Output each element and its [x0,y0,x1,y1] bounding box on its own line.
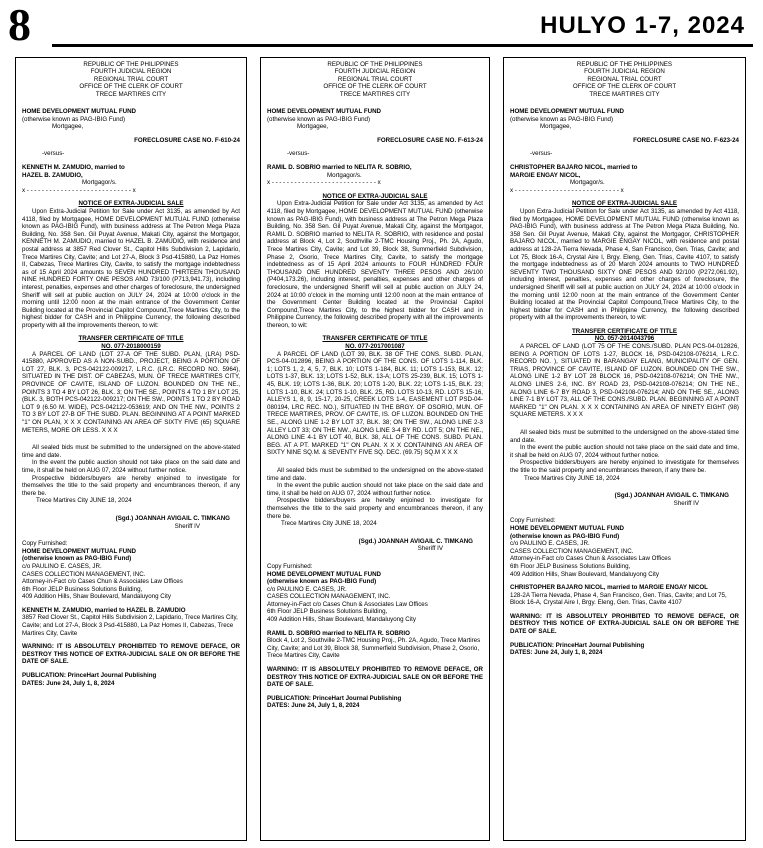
dated-line: Trece Martires City JUNE 18, 2024 [281,520,377,528]
cf-address-line: 6th Floor JELP Business Solutions Building, [510,562,631,570]
sheriff-title: Sheriff IV [417,545,443,553]
plaintiff-aka: (otherwise known as PAG-IBIG Fund) [22,115,126,123]
dated-line: Trece Martires City JUNE 18, 2024 [524,474,620,482]
cf-recipient-name: HOME DEVELOPMENT MUTUAL FUND [22,547,137,555]
cf-address-line: c/o PAULINO E. CASES, JR. [267,585,347,593]
defendant-line-1: KENNETH M. ZAMUDIO, married to [22,164,125,171]
notice-column-2 [260,57,490,841]
versus: -versus- [530,150,553,158]
court-line: FOURTH JUDICIAL REGION [584,68,665,76]
tct-number: NO. 077-2018000159 [101,343,161,351]
court-line: TRECE MARTIRES CITY [339,90,411,98]
cf-recipient-name: HOME DEVELOPMENT MUTUAL FUND [267,570,382,578]
separator-dashes: x - - - - - - - - - - - - - - - - - - - - - - - - - - - - x [267,179,381,187]
cf-mortgagor-address: 128-2A Tierra Nevada, Phase 4, San Francisco, Gen. Trias, Cavite; and Lot 75, Block 16-A, Crystal Aire I, Brgy. Eleng, Gen. Trias, Cavite 4107 [510,591,727,607]
court-header [267,61,483,98]
court-header [510,61,739,98]
plaintiff-role: Mortgagee, [297,123,329,131]
publication-line: PUBLICATION: PrinceHart Journal Publishing [22,672,157,680]
notice-column-1 [15,57,247,841]
prospective-bidders-text: Prospective bidders/buyers are hereby enjoined to investigate for themselves the title to the said property and encumbrances thereon, if any there be. [22,474,240,497]
notice-column-3 [503,57,746,841]
cf-recipient-name: HOME DEVELOPMENT MUTUAL FUND [510,524,625,532]
cf-address-line: c/o PAULINO E. CASES, JR. [22,562,102,570]
court-line: REPUBLIC OF THE PHILIPPINES [83,61,179,68]
court-line: REGIONAL TRIAL COURT [587,75,662,83]
versus: -versus- [287,150,310,158]
cf-recipient-aka: (otherwise known as PAG-IBIG Fund) [510,532,620,540]
tct-title: TRANSFER CERTIFICATE OF TITLE [571,327,678,335]
court-line: OFFICE OF THE CLERK OF COURT [79,83,183,91]
plaintiff-aka: (otherwise known as PAG-IBIG Fund) [267,115,371,123]
court-line: FOURTH JUDICIAL REGION [334,68,416,76]
cf-mortgagor-name: RAMIL D. SOBRIO married to NELITA R. SOBRIO [267,629,410,637]
tct-number: NO. 077-2017001087 [345,343,405,351]
separator-dashes: x - - - - - - - - - - - - - - - - - - - - - - - - - - - - x [22,186,136,194]
cf-address-line: CASES COLLECTION MANAGEMENT, INC. [267,593,391,601]
court-line: FOURTH JUDICIAL REGION [90,68,172,76]
auction-fallback-text: In the event the public auction should not take place on the said date and time, it shall be held on AUG 07, 2024 without further notice. [510,444,739,459]
sheriff-title: Sheriff IV [673,499,699,507]
publication-dates: DATES: June 24, July 1, 8, 2024 [267,702,360,710]
plaintiff-role: Mortgagee, [540,123,572,131]
court-header [22,61,240,98]
notice-body: Upon Extra-Judicial Petition for Sale under Act 3135, as amended by Act 4118, filed by Mortgagee, HOME DEVELOPMENT MUTUAL FUND (otherwise known as PAG-IBIG Fund), with business address at The Petron Mega Plaza Building, No. 358 Sen. Gil Puyat Avenue, Makati City, against the Mortgagor, CHRISTOPHER BAJARO NICOL, married to MARGIE ENGAY NICOL, with residence and postal address at 128-2A Tierra Nevada, Phase 4, San Francisco, Gen. Trias, Cavite; and Lot 75, Block 16-A, Crystal Aire I, Brgy. Eleng, Gen. Trias, Cavite 4107, to satisfy the mortgage indebtedness as of 20 March 2024 amounts to TWO HUNDRED SEVENTY TWO THOUSAND SIXTY ONE PESOS AND 92/100 (P272,061.92), including interest, penalties, expenses and other charges of foreclosure, the undersigned Sheriff will sell at public auction on JULY 24, 2024 at 10:00 o'clock in the morning until 12:00 noon at the main entrance of the Government Center Building located at the Provincial Capitol Compound,Trece Martires City, to the highest bidder for CASH and in Philippine Currency, the following described property with all the improvements thereon, to wit: [510,207,739,322]
cf-address-line: 409 Addition Hills, Shaw Boulevard, Mandaluyong City [267,616,416,624]
plaintiff-role: Mortgagee, [52,123,84,131]
cf-address-line: 6th Floor JELP Business Solutions Building, [22,585,143,593]
warning-text: WARNING: IT IS ABSOLUTELY PROHIBITED TO REMOVE DEFACE, OR DESTROY THIS NOTICE OF EXTRA-JUDICIAL SALE ON OR BEFORE THE DATE OF SALE. [510,612,739,636]
cf-mortgagor-address: Block 4, Lot 2, Southville 2-TMC Housing Proj., Ph. 2A, Agudo, Trece Martires City, Cavite; and Lot 39, Block 38, Summerfield Subdivision, Phase 2, Osorio, Trece Martires City, Cavite [267,637,481,660]
defendant-line-1: RAMIL D. SOBRIO married to NELITA R. SOBRIO, [267,164,412,171]
separator-dashes: x - - - - - - - - - - - - - - - - - - - - - - - - - - - - x [510,186,624,194]
defendant-role: Mortgagor/s. [82,179,117,187]
defendant-line-2: HAZEL B. ZAMUDIO, [22,171,83,179]
court-line: OFFICE OF THE CLERK OF COURT [323,83,427,91]
page-number: 8 [8,0,31,50]
defendant-role: Mortgagor/s. [327,171,362,179]
warning-text: WARNING: IT IS ABSOLUTELY PROHIBITED TO REMOVE DEFACE, OR DESTROY THIS NOTICE OF EXTRA-JUDICIAL SALE ON OR BEFORE THE DATE OF SALE. [22,643,240,666]
cf-recipient-aka: (otherwise known as PAG-IBIG Fund) [267,578,377,586]
court-line: REGIONAL TRIAL COURT [337,75,413,83]
court-line: REPUBLIC OF THE PHILIPPINES [327,61,423,68]
court-line: OFFICE OF THE CLERK OF COURT [572,83,677,91]
notice-body: Upon Extra-Judicial Petition for Sale under Act 3135, as amended by Act 4118, filed by Mortgagee, HOME DEVELOPMENT MUTUAL FUND (otherwise known as PAG-IBIG Fund), with business address at The Petron Mega Plaza Building, No. 358 Sen. Gil Puyat Avenue, Makati City, against the Mortgagor, RAMIL D. SOBRIO married to NELITA R. SOBRIO, with residence and postal address at Block 4, Lot 2, Southville 2-TMC Housing Proj., Ph. 2A, Agudo, Trece Martires City, Cavite; and Lot 39, Block 38, Summerfield Subdivision, Phase 2, Osorio, Trece Martires City, Cavite, to satisfy the mortgage indebtedness as of 15 April 2024 amounts to FOUR HUNDRED FOUR THOUSAND ONE HUNDRED SEVENTY THREE PESOS AND 26/100 (P404,173.26), including interest, penalties, expenses and other charges of foreclosure, the undersigned Sheriff will sell at public auction on JULY 24, 2024 at 10:00 o'clock in the morning until 12:00 noon at the main entrance of the Government Center Building located at the Provincial Capitol Compound,Trece Martires City, to the highest bidder for CASH and in Philippine Currency, the following described property with all the improvements thereon, to wit: [267,200,483,329]
court-line: TRECE MARTIRES CITY [589,90,660,98]
copy-furnished-label: Copy Furnished: [22,540,68,548]
header-rule [52,44,753,47]
sheriff-name: (Sgd.) JOANNAH AVIGAIL C. TIMKANG [115,514,230,522]
publication-line: PUBLICATION: PrinceHart Journal Publishing [267,694,402,702]
notice-title: NOTICE OF EXTRA-JUDICIAL SALE [571,200,678,208]
court-line: TRECE MARTIRES CITY [95,90,167,98]
notice-title: NOTICE OF EXTRA-JUDICIAL SALE [322,192,428,200]
court-line: REPUBLIC OF THE PHILIPPINES [576,61,673,68]
auction-fallback-text: In the event the public auction should not take place on the said date and time, it shall be held on AUG 07, 2024 without further notice. [267,482,483,497]
case-number: FORECLOSURE CASE NO. F-613-24 [377,136,483,144]
copy-furnished-label: Copy Furnished: [510,517,556,525]
sealed-bids-text: All sealed bids must be submitted to the undersigned on the above-stated time and date. [267,466,483,482]
cf-address-line: 409 Addition Hills, Shaw Boulevard, Mandaluyong City [510,570,659,578]
sheriff-name: (Sgd.) JOANNAH AVIGAIL C. TIMKANG [614,492,729,500]
cf-mortgagor-address: 3857 Red Clover St., Capitol Hills Subdivision 2, Lapidario, Trece Martires City, Cavite; and Lot 27-A, Block 3 Psd-415880, La Paz Homes II, Cabezas, Trece Martires City, Cavite [22,614,238,637]
publication-dates: DATES: June 24, July 1, 8, 2024 [510,649,603,657]
tct-description: A PARCEL OF LAND (LOT 39, BLK. 38 OF THE CONS. SUBD. PLAN, PCS-04-012896, BEING A PORTION OF THE CONS. OF LOTS 1-114, BLK. 1; LOTS 1, 2, 4, 5, 7, BLK. 10; LOTS 1-184, BLK. 11; LOTS 1-153, BLK. 12; LOTS 1-37, BLK. 13; LOTS 1-52, BLK. 13-A; LOTS 25-239, BLK. 15; LOTS 1-45, BLK. 19; LOTS 1-36, BLK. 20; LOTS 1-20, BLK. 22; LOTS 1-15, BLK. 23; LOTS 1-10, BLK. 24; LOTS 1-10, BLK. 25, RD. LOTS 10-13, RD. LOTS 15-16, ALLEYS 1, 8, 9, 15-17, 20-25, CREEK LOTS 1-4, EASEMENT LOT PSD-04-080194, LRC REC. NO.), SITUATED IN THE BRGY. OF OSORIO, MUN. OF TRECE MARTIRES, PROV. OF CAVITE, IS. OF LUZON. BOUNDED ON THE SE., ALONG LINE 1-2 BY LOT 37, BLK. 38; ON THE SW., ALONG LINE 2-3 ALLEY LOT 33; ON THE NW., ALONG LINE 3-4 BY RD. LOT 5; ON THE NE., ALONG LINE 4-1 BY LOT 40, BLK. 38, ALL OF THE CONS. SUBD. PLAN. BEG. AT A PT. MARKED "1" ON PLAN. X X X CONTAINING AN AREA OF SIXTY NINE SQ.M. & SEVENTY FIVE SQ. DEC. (69.75) SQ.M X X X [267,350,483,457]
case-number: FORECLOSURE CASE NO. F-623-24 [633,136,739,144]
tct-number: NO. 057-2014043796 [594,335,655,343]
plaintiff-aka: (otherwise known as PAG-IBIG Fund) [510,115,614,123]
prospective-bidders-text: Prospective bidders/buyers are hereby enjoined to investigate for themselves the title to the said property and encumbrances thereon, if any there be. [510,459,739,474]
sheriff-title: Sheriff IV [174,522,200,530]
copy-furnished-label: Copy Furnished: [267,562,313,570]
defendant-line-2: MARGIE ENGAY NICOL, [510,171,581,179]
cf-address-line: Attorney-in-Fact c/o Cases Chun & Associates Law Offices [267,600,428,608]
warning-text: WARNING: IT IS ABSOLUTELY PROHIBITED TO REMOVE DEFACE, OR DESTROY THIS NOTICE OF EXTRA-JUDICIAL SALE ON OR BEFORE THE DATE OF SALE. [267,666,484,689]
cf-address-line: 409 Addition Hills, Shaw Boulevard, Mandaluyong City [22,593,171,601]
plaintiff-name: HOME DEVELOPMENT MUTUAL FUND [510,108,625,116]
defendant-line-1: CHRISTOPHER BAJARO NICOL, married to [510,164,638,171]
tct-title: TRANSFER CERTIFICATE OF TITLE [78,335,184,343]
cf-address-line: CASES COLLECTION MANAGEMENT, INC. [510,547,634,555]
tct-description: A PARCEL OF LAND (LOT 75 OF THE CONS./SUBD. PLAN PCS-04-012826, BEING A PORTION OF LOTS 1-27, BLOCK 16, PSD-042108-076214, L.R.C. RECORD NO. ), SITUATED IN BARANGAY ELANG, MUNICIPALITY OF GEN. TRIAS, PROVINCE OF CAVITE, ISLAND OF LUZON. BOUNDED ON THE SW., ALONG LINE 1-2 BY LOT 28 BLOCK 16, PSD-042108-076214; ON THE NW., ALONG LINES 2-6, INC. BY ROAD 23, PSD-042108-076214; ON THE NE., ALONG LINE 6-7 BY ROAD 3, PSD-042108-076214; AND ON THE SE., ALONG LINE 7-1 BY LOT 73, ALL OF THE CONS./SUBD. PLAN. BEGINNING AT A POINT MARKED "1" ON PLAN. X X X CONTAINING AN AREA OF NINETY EIGHT (98) SQUARE METERS. X X X [510,343,739,419]
cf-address-line: Attorney-in-Fact c/o Cases Chun & Associates Law Offices [510,555,671,563]
publication-dates: DATES: June 24, July 1, 8, 2024 [22,679,115,687]
cf-address-line: 6th Floor JELP Business Solutions Building, [267,608,388,616]
cf-address-line: c/o PAULINO E. CASES, JR. [510,540,590,548]
publication-line: PUBLICATION: PrinceHart Journal Publishing [510,641,645,649]
cf-recipient-aka: (otherwise known as PAG-IBIG Fund) [22,555,132,563]
sealed-bids-text: All sealed bids must be submitted to the undersigned on the above-stated time and date. [510,429,739,444]
auction-fallback-text: In the event the public auction should not take place on the said date and time, it shall be held on AUG 07, 2024 without further notice. [22,459,240,474]
sheriff-name: (Sgd.) JOANNAH AVIGAIL C. TIMKANG [358,537,473,545]
notice-title: NOTICE OF EXTRA-JUDICIAL SALE [78,200,184,208]
case-number: FORECLOSURE CASE NO. F-610-24 [134,136,240,144]
issue-date: HULYO 1-7, 2024 [540,12,745,39]
cf-mortgagor-name: CHRISTOPHER BAJARO NICOL, married to MARGIE ENGAY NICOL [510,584,708,592]
plaintiff-name: HOME DEVELOPMENT MUTUAL FUND [22,108,137,116]
cf-mortgagor-name: KENNETH M. ZAMUDIO, married to HAZEL B. ZAMUDIO [22,606,186,614]
prospective-bidders-text: Prospective bidders/buyers are hereby enjoined to investigate for themselves the title to the said property and encumbrances thereon, if any there be. [267,497,483,520]
plaintiff-name: HOME DEVELOPMENT MUTUAL FUND [267,108,382,116]
cf-address-line: Attorney-in-Fact c/o Cases Chun & Associates Law Offices [22,578,183,586]
tct-title: TRANSFER CERTIFICATE OF TITLE [322,335,428,343]
cf-address-line: CASES COLLECTION MANAGEMENT, INC. [22,570,146,578]
defendant-role: Mortgagor/s. [570,179,605,187]
tct-description: A PARCEL OF LAND (LOT 27-A OF THE SUBD. PLAN, (LRA) PSD-415880, APPROVED AS A NON-SUBD., PROJECT, BEING A PORTION OF LOT 27, BLK. 3, PCS-042122-009217, L.R.C. (LR.C. RECORD NO. 5964), SITUATED IN THE DIST. OF CABEZAS, MUN. OF TRECE MARTIRES CITY, PROVINCE OF CAVITE, ISLAND OF LUZON. BOUNDED ON THE NE., POINTS 3 TO 4 BY LOT 26, BLK. 3; ON THE SE., POINTS 4 TO 1 BY LOT 25, (BLK. 3, BOTH PCS-042122-009217; ON THE SW., POINTS 1 TO 2 BY ROAD LOT 9 (6.50 M. WIDE), PCS-042122-053619; AND ON THE NW., POINTS 2 TO 3 BY LOT 27-B OF THE SUBD. PLAN. BEGINNING AT A POINT MARKED "1" ON PLAN, X X X CONTAINING AN AREA OF SIXTY FIVE (65) SQUARE METERS, MORE OR LESS. X X X [22,350,240,434]
court-line: REGIONAL TRIAL COURT [93,75,169,83]
notice-body: Upon Extra-Judicial Petition for Sale under Act 3135, as amended by Act 4118, filed by Mortgagee, HOME DEVELOPMENT MUTUAL FUND (otherwise known as PAG-IBIG Fund), with business address at The Petron Mega Plaza Building, No. 358 Sen. Gil Puyat Avenue, Makati City, against the Mortgagor, KENNETH M. ZAMUDIO, married to HAZEL B. ZAMUDIO, with residence and postal address at 3857 Red Clover St., Capitol Hills Subdivision 2, Lapidario, Trece Martires City, Cavite; and Lot 27-A, Block 3 Psd-415880, La Paz Homes II, Cabezas, Trece Martires City, Cavite, to satisfy the mortgage indebtedness as of 15 April 2024 amounts to SEVEN HUNDRED THIRTEEN THOUSAND NINE HUNDRED FORTY ONE PESOS AND 73/100 (P713,941.73), including interest, penalties, expenses and other charges of foreclosure, the undersigned Sheriff will sell at public auction on JULY 24, 2024 at 10:00 o'clock in the morning until 12:00 noon at the main entrance of the Government Center Building located at the Provincial Capitol Compound,Trece Martires City, to the highest bidder for CASH and in Philippine Currency, the following described property with all the improvements thereon, to wit: [22,207,240,329]
dated-line: Trece Martires City JUNE 18, 2024 [36,497,132,505]
versus: -versus- [42,150,65,158]
sealed-bids-text: All sealed bids must be submitted to the undersigned on the above-stated time and date. [22,444,240,459]
